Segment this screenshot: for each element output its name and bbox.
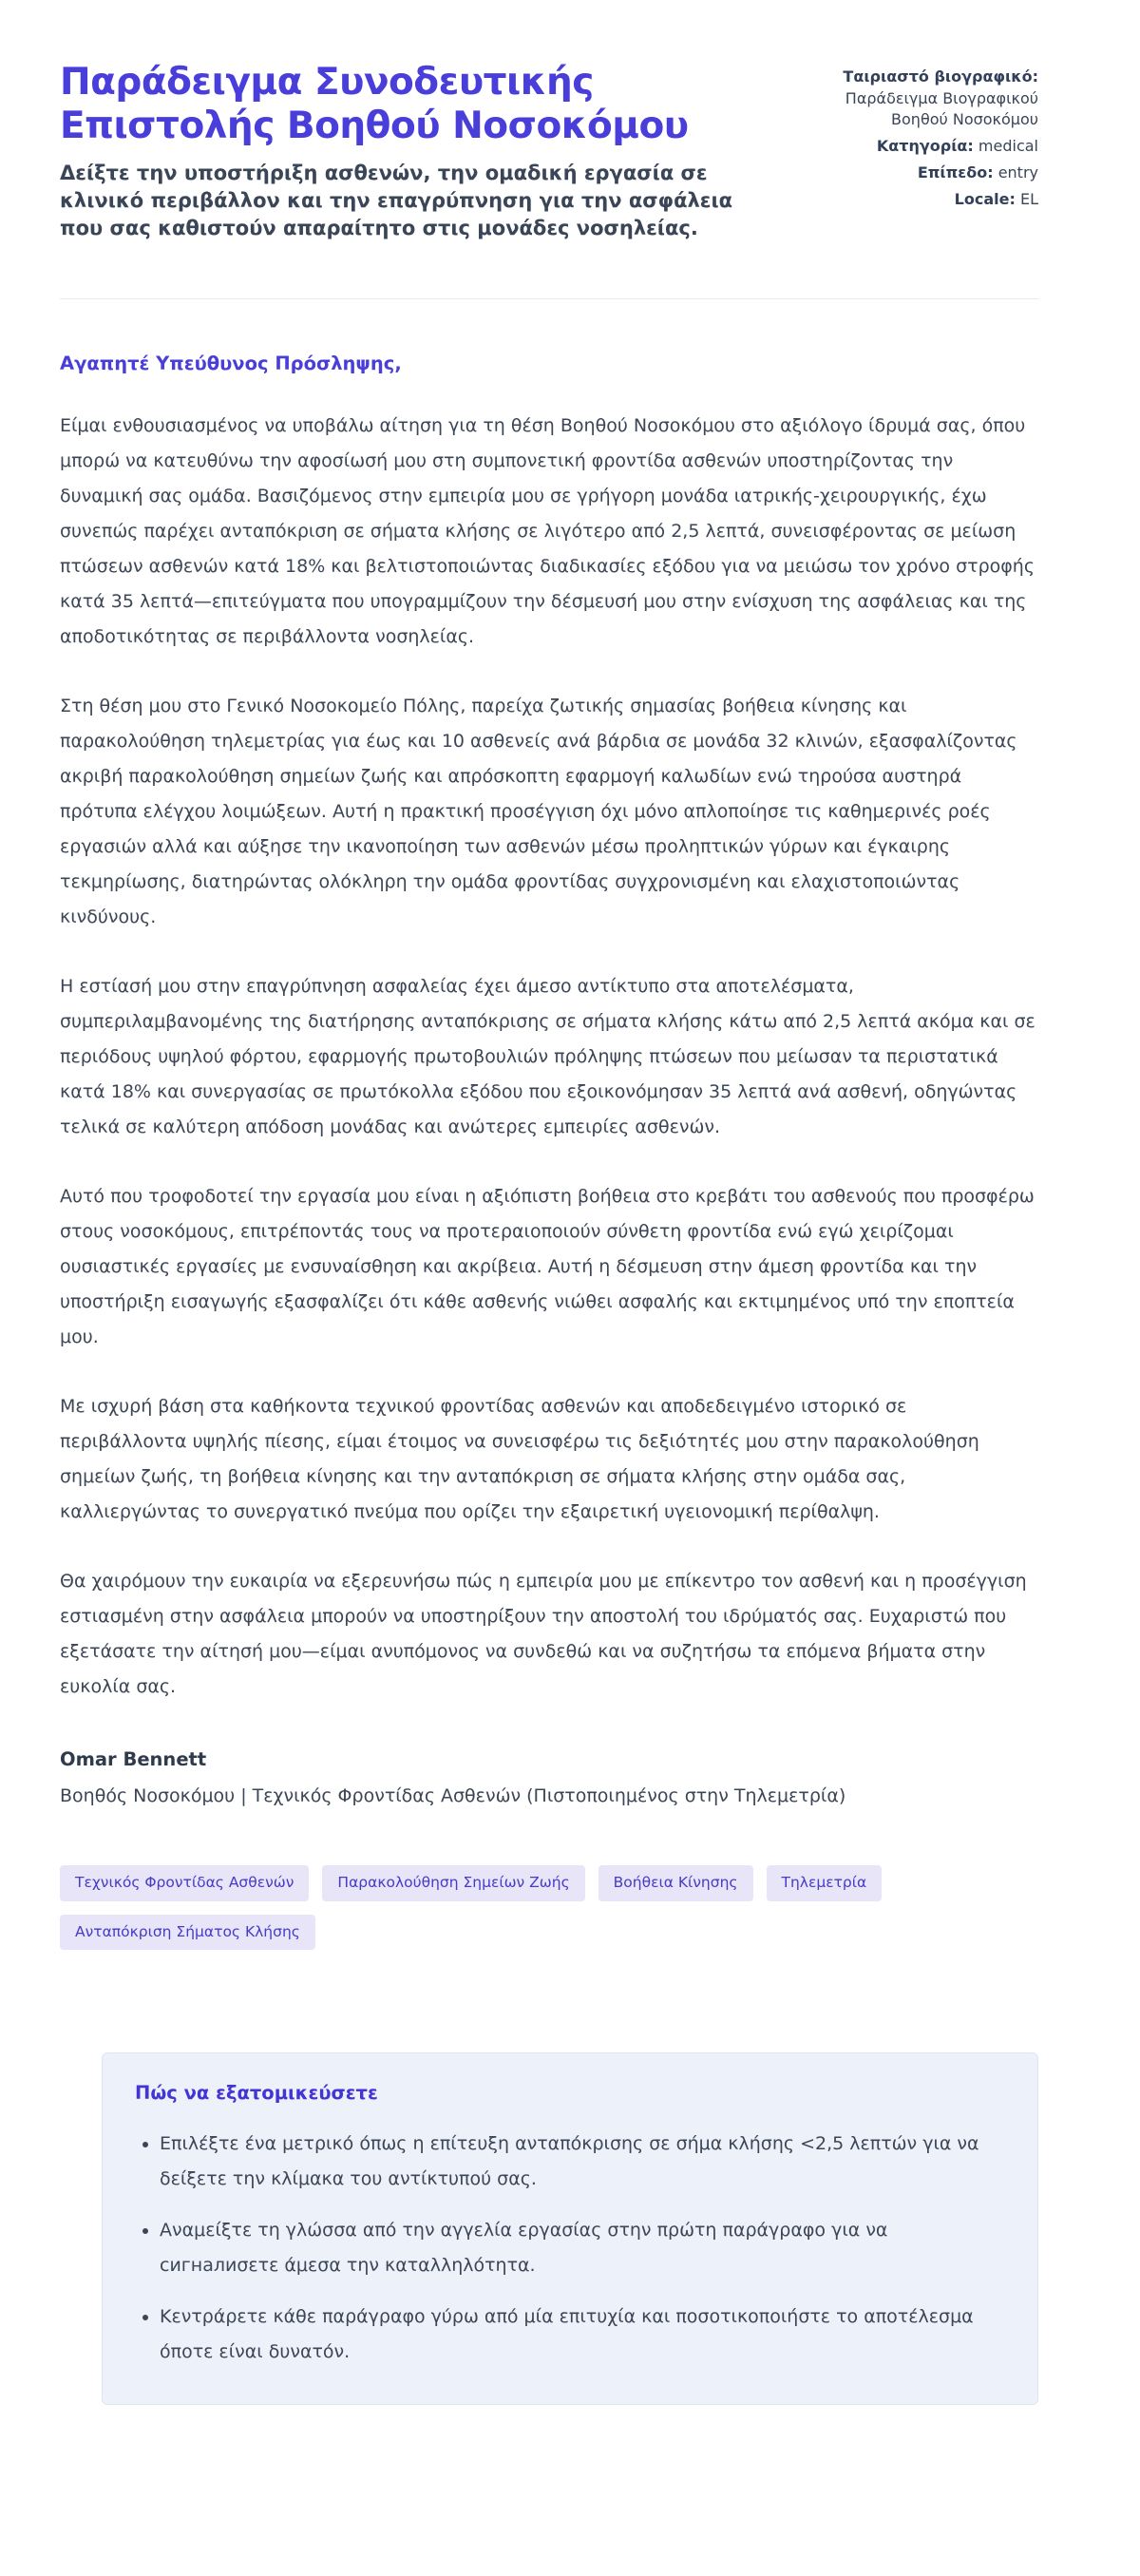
letter-paragraph: Είμαι ενθουσιασμένος να υποβάλω αίτηση για τη θέση Βοηθού Νοσοκόμου στο αξιόλογο ίδρυμά σας, όπου μπορώ να κατευθύνω την αφοσίωσή μου στη συμπονετική φροντίδα ασθενών υποστηρίζοντας την δυναμική σας ομάδα. Βασιζόμενος στην εμπειρία μου σε γρήγορη μονάδα ιατρικής-χειρουργικής, έχω συνεπώς παρέχει ανταπόκριση σε σήματα κλήσης σε λιγότερο από 2,5 λεπτά, συνεισφέροντας σε μείωση πτώσεων ασθενών κατά 18% και βελτιστοποιώντας διαδικασίες εξόδου για να μειώσω τον χρόνο στροφής κατά 35 λεπτά—επιτεύγματα που υπογραμμίζουν την δέσμευσή μου στην ενίσχυση της ασφάλειας και της αποδοτικότητας σε περιβάλλοντα νοσηλείας. <box>60 415 1035 647</box>
meta-label-level: Επίπεδο: <box>917 162 994 181</box>
page-title: Παράδειγμα Συνοδευτικής Επιστολής Βοηθού Νοσοκόμου <box>60 61 689 148</box>
header-title-block <box>60 61 744 242</box>
letter-paragraph: Αυτό που τροφοδοτεί την εργασία μου είναι η αξιόπιστη βοήθεια στο κρεβάτι του ασθενούς που προσφέρω στους νοσοκόμους, επιτρέποντάς τους να προτεραιοποιούν σύνθετη φροντίδα ενώ εγώ χειρίζομαι ουσιαστικές εργασίες με ενσυναίσθηση και ακρίβεια. Αυτή η δέσμευση στην άμεση φροντίδα και την υποστήριξη εισαγωγής εξασφαλίζει ότι κάθε ασθενής νιώθει ασφαλής και εκτιμημένος υπό την εποπτεία μου. <box>60 1186 1035 1347</box>
letter-paragraph: Με ισχυρή βάση στα καθήκοντα τεχνικού φροντίδας ασθενών και αποδεδειγμένο ιστορικό σε περιβάλλοντα υψηλής πίεσης, είμαι έτοιμος να συνεισφέρω τις δεξιότητές μου στην παρακολούθηση σημείων ζωής, τη βοήθεια κίνησης και την ανταπόκριση σε σήματα κλήσης στην ομάδα σας, καλλιεργώντας το συνεργατικό πνεύμα που ορίζει την εξαιρετική υγειονομική περίθαλψη. <box>60 1396 979 1522</box>
meta-label-matching-resume: Ταιριαστό βιογραφικό: <box>843 67 1038 86</box>
skill-tag[interactable]: Ανταπόκριση Σήματος Κλήσης <box>60 1915 315 1951</box>
letter-paragraph: Θα χαιρόμουν την ευκαιρία να εξερευνήσω πώς η εμπειρία μου με επίκεντρο τον ασθενή και η προσέγγιση εστιασμένη στην ασφάλεια μπορούν να υποστηρίξουν την αποστολή του ιδρύματός σας. Ευχαριστώ που εξετάσατε την αίτησή μου—είμαι ανυπόμονος να συνδεθώ και να συζητήσω τα επόμενα βήματα στην ευκολία σας. <box>60 1571 1027 1697</box>
signature-title: Βοηθός Νοσοκόμου | Τεχνικός Φροντίδας Ασθενών (Πιστοποιημένος στην Τηλεμετρία) <box>60 1785 846 1806</box>
page-subtitle: Δείξτε την υποστήριξη ασθενών, την ομαδική εργασία σε κλινικό περιβάλλον και την επαγρύπνηση για την ασφάλεια που σας καθιστούν απαραίτητο στις μονάδες νοσηλείας. <box>60 162 733 239</box>
tips-list <box>135 2127 999 2370</box>
header-divider <box>60 298 1038 299</box>
skill-tag[interactable]: Τεχνικός Φροντίδας Ασθενών <box>60 1865 309 1901</box>
skill-tag[interactable]: Βοήθεια Κίνησης <box>598 1865 753 1901</box>
letter-greeting: Αγαπητέ Υπεύθυνος Πρόσληψης, <box>60 353 402 374</box>
matching-resume-link[interactable]: Παράδειγμα Βιογραφικού Βοηθού Νοσοκόμου <box>845 88 1038 129</box>
meta-item-matching-resume <box>822 67 1038 131</box>
meta-item-category <box>822 136 1038 158</box>
meta-item-level <box>822 162 1038 184</box>
tip-item: • Αναμείξτε τη γλώσσα από την αγγελία εργασίας στην πρώτη παράγραφο για να сигналиσετε άμεσα την καταλληλότητα. <box>160 2213 999 2283</box>
letter-paragraph: Η εστίασή μου στην επαγρύπνηση ασφαλείας έχει άμεσο αντίκτυπο στα αποτελέσματα, συμπεριλαμβανομένης της διατήρησης ανταπόκρισης σε σήματα κλήσης κάτω από 2,5 λεπτά ακόμα και σε περιόδους υψηλού φόρτου, εφαρμογής πρωτοβουλιών πρόληψης πτώσεων που μείωσαν τα περιστατικά κατά 18% και συνεργασίας σε πρωτόκολλα εξόδου που εξοικονόμησαν 35 λεπτά ανά ασθενή, οδηγώντας τελικά σε καλύτερη απόδοση μονάδας και ανώτερες εμπειρίες ασθενών. <box>60 976 1036 1137</box>
meta-value-locale: EL <box>1019 189 1038 208</box>
signature-name: Omar Bennett <box>60 1748 207 1770</box>
tip-item: • Επιλέξτε ένα μετρικό όπως η επίτευξη ανταπόκρισης σε σήμα κλήσης <2,5 λεπτών για να δείξετε την κλίμακα του αντίκτυπού σας. <box>160 2127 999 2197</box>
skill-tags <box>60 1865 1038 1950</box>
page-header <box>60 61 1038 255</box>
metadata-block <box>822 67 1038 215</box>
skill-tag[interactable]: Τηλεμετρία <box>767 1865 883 1901</box>
letter-paragraph: Στη θέση μου στο Γενικό Νοσοκομείο Πόλης, παρείχα ζωτικής σημασίας βοήθεια κίνησης και παρακολούθηση τηλεμετρίας για έως και 10 ασθενείς ανά βάρδια σε μονάδα 32 κλινών, εξασφαλίζοντας ακριβή παρακολούθηση σημείων ζωής και απρόσκοπτη εφαρμογή καλωδίων ενώ τηρούσα αυστηρά πρότυπα ελέγχου λοιμώξεων. Αυτή η πρακτική προσέγγιση όχι μόνο απλοποίησε τις καθημερινές ροές εργασιών αλλά και αύξησε την ικανοποίηση των ασθενών μέσω προληπτικών γύρων και έγκαιρης τεκμηρίωσης, διατηρώντας ολόκληρη την ομάδα φροντίδας συγχρονισμένη και ελαχιστοποιώντας κινδύνους. <box>60 696 1017 927</box>
meta-label-category: Κατηγορία: <box>876 137 974 156</box>
tips-heading: Πώς να εξατομικεύσετε <box>135 2082 378 2104</box>
tip-item: • Κεντράρετε κάθε παράγραφο γύρω από μία επιτυχία και ποσοτικοποιήστε το αποτέλεσμα όποτε είναι δυνατόν. <box>160 2299 999 2370</box>
meta-value-category: medical <box>978 137 1038 156</box>
meta-value-level: entry <box>998 162 1038 181</box>
meta-item-locale <box>822 189 1038 211</box>
customization-tips-box <box>102 2052 1038 2405</box>
meta-label-locale: Locale: <box>954 189 1016 208</box>
cover-letter-body <box>60 353 1038 1806</box>
skill-tag[interactable]: Παρακολούθηση Σημείων Ζωής <box>322 1865 584 1901</box>
